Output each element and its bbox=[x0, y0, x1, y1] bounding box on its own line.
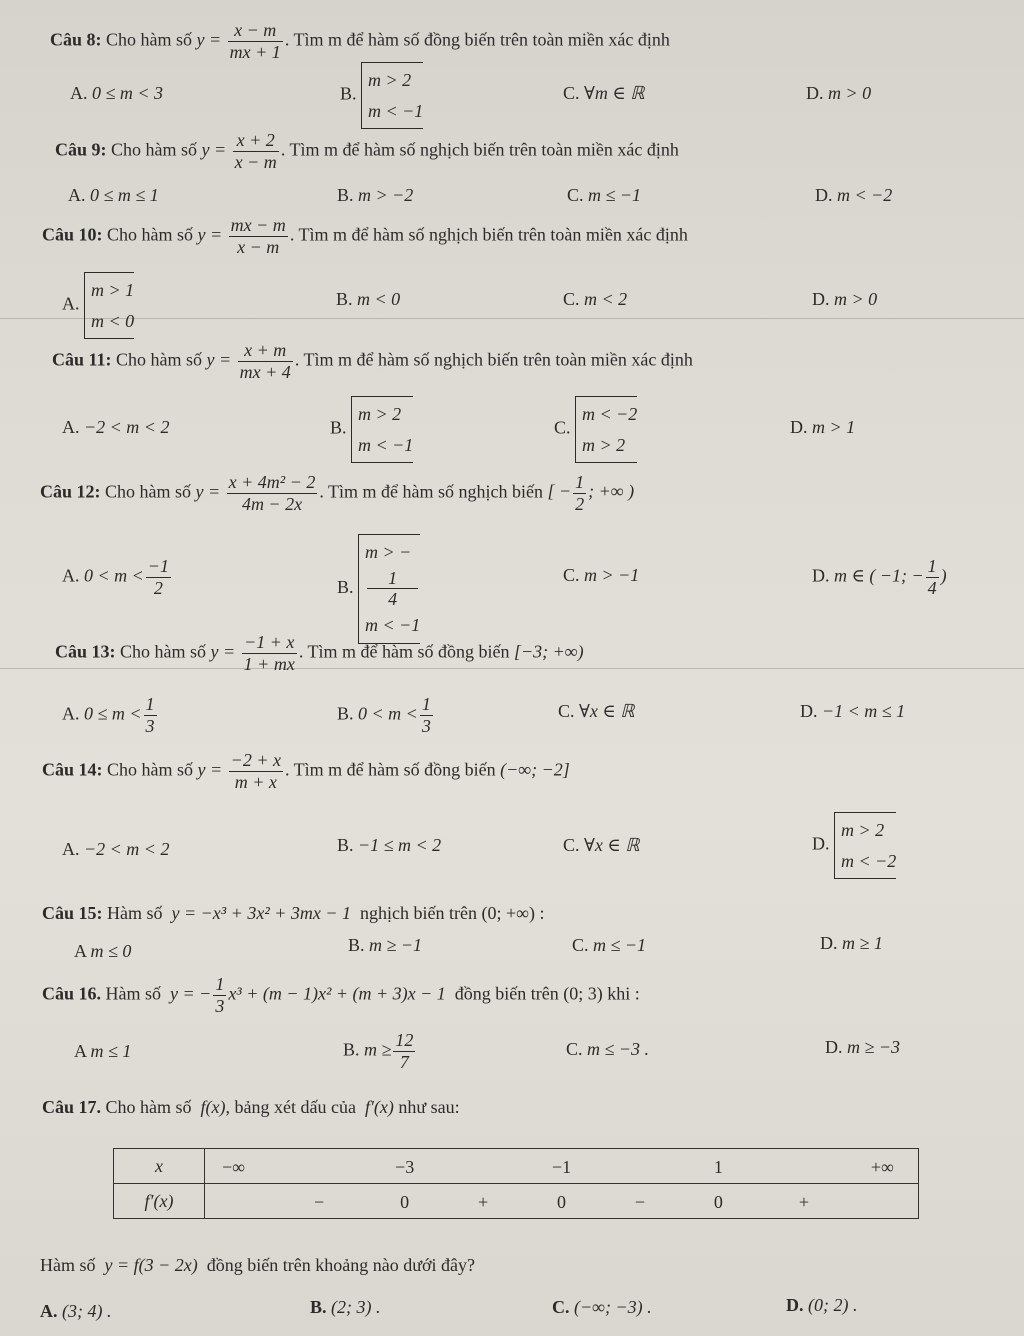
question-14-stem bbox=[42, 750, 570, 792]
question-9-stem bbox=[55, 130, 679, 172]
question-label: Câu 13: bbox=[55, 641, 116, 662]
numerator: 1 bbox=[575, 472, 585, 492]
q15-option-d[interactable] bbox=[820, 934, 883, 952]
numerator: x − m bbox=[228, 20, 283, 42]
q10-option-a[interactable] bbox=[62, 272, 134, 339]
x-value: 1 bbox=[713, 1157, 723, 1177]
denominator: mx + 4 bbox=[239, 361, 291, 382]
function-fraction bbox=[238, 340, 293, 382]
option-value: −1 ≤ m < 2 bbox=[358, 835, 442, 855]
question-12-stem bbox=[40, 472, 634, 514]
option-value: m ≥ −3 bbox=[847, 1037, 901, 1057]
sign-value: − bbox=[634, 1192, 645, 1212]
q14-option-c[interactable] bbox=[563, 836, 639, 854]
sign-table-header-derivative bbox=[114, 1184, 205, 1219]
option-letter: C. bbox=[563, 83, 580, 103]
q13-option-a[interactable] bbox=[62, 694, 159, 736]
option-letter: C. bbox=[572, 935, 589, 955]
sign-value: + bbox=[477, 1192, 489, 1212]
question-label: Câu 10: bbox=[42, 224, 103, 245]
q10-option-d[interactable] bbox=[812, 290, 877, 308]
q14-option-b[interactable] bbox=[337, 836, 441, 854]
q8-option-a[interactable] bbox=[70, 84, 163, 102]
option-value: 0 < m < bbox=[84, 565, 144, 586]
stem-text: Cho hàm số bbox=[107, 224, 194, 245]
option-letter: D. bbox=[820, 933, 838, 953]
q16-option-b[interactable] bbox=[343, 1030, 417, 1072]
denominator: 2 bbox=[153, 577, 163, 598]
option-value: m < 0 bbox=[357, 289, 401, 309]
numerator: 12 bbox=[395, 1030, 414, 1050]
q9-option-c[interactable] bbox=[567, 186, 641, 204]
denominator: 2 bbox=[575, 493, 585, 514]
denominator: 4m − 2x bbox=[241, 493, 303, 514]
option-letter: A bbox=[74, 1041, 87, 1061]
option-fraction bbox=[144, 694, 157, 736]
system-bracket bbox=[84, 272, 134, 339]
option-letter: D. bbox=[786, 1295, 804, 1315]
q9-option-b[interactable] bbox=[337, 186, 413, 204]
numerator: x + m bbox=[238, 340, 293, 362]
stem-text: Cho hàm số bbox=[105, 481, 192, 502]
option-letter: A. bbox=[62, 839, 80, 859]
option-value: m ≤ −3 . bbox=[587, 1039, 650, 1059]
system-bracket bbox=[361, 62, 423, 129]
prompt-tail: đồng biến trên khoảng nào dưới đây? bbox=[206, 1255, 475, 1275]
system-bracket bbox=[834, 812, 896, 879]
option-letter: C. bbox=[552, 1297, 570, 1317]
stem-text: Cho hàm số bbox=[107, 759, 194, 780]
interval: (−∞; −2] bbox=[500, 759, 570, 780]
option-letter: A. bbox=[70, 83, 88, 103]
bracket-line: m < −1 bbox=[358, 434, 414, 455]
x-value: −3 bbox=[395, 1157, 415, 1177]
question-label: Câu 9: bbox=[55, 139, 107, 160]
option-value: 0 ≤ m ≤ 1 bbox=[90, 185, 159, 205]
sign-table-header-x bbox=[114, 1149, 205, 1184]
option-letter: D. bbox=[812, 289, 830, 309]
q15-option-a[interactable] bbox=[74, 942, 131, 960]
q16-option-c[interactable] bbox=[566, 1040, 649, 1058]
option-letter: B. bbox=[337, 703, 354, 724]
q8-option-c[interactable] bbox=[563, 84, 644, 102]
function-expression: y = −x³ + 3x² + 3mx − 1 bbox=[171, 903, 351, 923]
x-value: −∞ bbox=[222, 1157, 246, 1177]
q12-option-a[interactable] bbox=[62, 556, 173, 598]
q8-option-b[interactable] bbox=[340, 62, 423, 129]
option-value: m ≥ bbox=[364, 1039, 392, 1060]
function-fraction bbox=[227, 472, 318, 514]
option-value: m ∈ ( −1; − bbox=[834, 565, 924, 586]
stem-text: Cho hàm số bbox=[111, 139, 198, 160]
numerator: 1 bbox=[215, 974, 225, 994]
option-value-close: ) bbox=[940, 565, 947, 586]
option-letter: D. bbox=[812, 565, 830, 586]
function-lhs: y = bbox=[196, 29, 222, 50]
option-value: (2; 3) . bbox=[331, 1297, 381, 1317]
sign-table-values-derivative bbox=[205, 1184, 919, 1219]
denominator: 1 + mx bbox=[243, 653, 295, 674]
q11-option-b[interactable] bbox=[330, 396, 413, 463]
q15-option-b[interactable] bbox=[348, 936, 422, 954]
x-value: −1 bbox=[551, 1157, 572, 1177]
system-bracket bbox=[358, 534, 420, 644]
option-value: 0 < m < bbox=[358, 703, 418, 724]
denominator: 4 bbox=[927, 577, 937, 598]
stem-tail: . Tìm m để hàm số nghịch biến trên toàn miền xác định bbox=[294, 349, 693, 370]
denominator: m + x bbox=[234, 771, 277, 792]
q12-option-c[interactable] bbox=[563, 566, 639, 584]
interval-right: ; +∞ ) bbox=[588, 481, 635, 502]
denominator: mx + 1 bbox=[229, 41, 281, 62]
stem-tail: . Tìm m để hàm số nghịch biến bbox=[319, 481, 543, 502]
option-fraction bbox=[146, 556, 171, 598]
question-17-stem bbox=[42, 1098, 460, 1116]
stem-text: Hàm số bbox=[107, 903, 163, 923]
question-11-stem bbox=[52, 340, 693, 382]
interval: [−3; +∞) bbox=[513, 641, 584, 662]
option-value: ∀m ∈ ℝ bbox=[584, 83, 645, 103]
option-letter: A. bbox=[62, 565, 80, 586]
bracket-line: m < −2 bbox=[582, 404, 638, 424]
question-8-stem bbox=[50, 20, 670, 62]
numerator: x + 4m² − 2 bbox=[228, 472, 316, 492]
option-letter: B. bbox=[343, 1039, 360, 1060]
denominator: 4 bbox=[388, 589, 398, 610]
stem-tail: nghịch biến trên (0; +∞) : bbox=[360, 903, 545, 923]
option-value: (3; 4) . bbox=[62, 1301, 112, 1321]
sign-table-row-derivative bbox=[114, 1184, 919, 1219]
option-value: −2 < m < 2 bbox=[84, 839, 170, 859]
option-value: m < −2 bbox=[837, 185, 893, 205]
q17-option-c[interactable] bbox=[552, 1298, 652, 1316]
bracket-line-text: m > − bbox=[365, 542, 412, 562]
stem-text: Cho hàm số bbox=[116, 349, 203, 370]
stem-tail: . Tìm m để hàm số đồng biến bbox=[298, 641, 510, 662]
option-letter: B. bbox=[337, 576, 354, 597]
numerator: −2 + x bbox=[230, 750, 281, 770]
numerator: 1 bbox=[145, 694, 155, 714]
option-letter: C. bbox=[566, 1039, 583, 1059]
option-letter: C. bbox=[554, 417, 571, 438]
q16-option-d[interactable] bbox=[825, 1038, 900, 1056]
function-fraction bbox=[242, 632, 297, 674]
sign-table-row-x bbox=[114, 1149, 919, 1184]
bracket-line: m < 0 bbox=[91, 310, 135, 331]
option-letter: D. bbox=[825, 1037, 843, 1057]
bracket-line: m > 2 bbox=[368, 70, 412, 90]
q13-option-b[interactable] bbox=[337, 694, 435, 736]
function-fraction bbox=[229, 750, 283, 792]
option-value: 0 ≤ m < 3 bbox=[92, 83, 164, 103]
q13-option-c[interactable] bbox=[558, 702, 634, 720]
zero-value: 0 bbox=[400, 1192, 410, 1212]
numerator: 1 bbox=[367, 568, 418, 590]
question-10-stem bbox=[42, 215, 688, 257]
zero-value: 0 bbox=[713, 1192, 723, 1212]
option-fraction bbox=[393, 1030, 415, 1072]
option-letter: A. bbox=[62, 703, 80, 724]
function-lhs: y = bbox=[206, 349, 232, 370]
numerator: 1 bbox=[927, 556, 937, 576]
option-value: m ≤ 1 bbox=[90, 1041, 132, 1061]
q9-option-d[interactable] bbox=[815, 186, 892, 204]
option-letter: C. bbox=[563, 835, 580, 855]
numerator: mx − m bbox=[230, 215, 286, 235]
denominator: 3 bbox=[215, 995, 225, 1016]
q9-option-a[interactable] bbox=[68, 186, 159, 204]
numerator: −1 + x bbox=[242, 632, 297, 654]
option-letter: A. bbox=[62, 417, 80, 437]
numerator: x + 2 bbox=[233, 130, 279, 152]
composite-function: y = f(3 − 2x) bbox=[104, 1255, 198, 1275]
function-fraction bbox=[233, 130, 279, 172]
bracket-line: m < −1 bbox=[365, 614, 421, 635]
question-15-stem bbox=[42, 904, 544, 922]
option-value: ∀x ∈ ℝ bbox=[584, 835, 640, 855]
denominator: 3 bbox=[421, 715, 431, 736]
stem-tail: . Tìm m để hàm số nghịch biến trên toàn miền xác định bbox=[280, 139, 679, 160]
q10-option-c[interactable] bbox=[563, 290, 627, 308]
option-letter: B. bbox=[340, 83, 357, 104]
interval-fraction bbox=[573, 472, 586, 514]
option-value: m ≤ 0 bbox=[90, 941, 132, 961]
option-letter: B. bbox=[336, 289, 353, 309]
function-lhs: y = bbox=[210, 641, 236, 662]
question-label: Câu 8: bbox=[50, 29, 102, 50]
option-value: m ≥ −1 bbox=[369, 935, 423, 955]
bracket-line bbox=[365, 537, 420, 610]
stem-text: Hàm số bbox=[105, 983, 162, 1004]
option-value: m > 0 bbox=[834, 289, 878, 309]
interval-left: [ − bbox=[547, 481, 572, 502]
zero-value: 0 bbox=[557, 1192, 566, 1212]
option-value: (0; 2) . bbox=[808, 1295, 858, 1315]
derivative-name: f′(x) bbox=[364, 1097, 394, 1117]
option-fraction bbox=[926, 556, 939, 598]
prompt-text: Hàm số bbox=[40, 1255, 96, 1275]
option-letter: C. bbox=[563, 289, 580, 309]
option-value: m > 0 bbox=[828, 83, 872, 103]
q14-option-d[interactable] bbox=[812, 812, 896, 879]
function-expression: y = − bbox=[170, 983, 212, 1004]
option-value: (−∞; −3) . bbox=[574, 1297, 652, 1317]
option-value: m < 2 bbox=[584, 289, 628, 309]
option-letter: B. bbox=[310, 1297, 327, 1317]
question-label: Câu 17. bbox=[42, 1097, 102, 1117]
bracket-line: m > 2 bbox=[582, 434, 626, 455]
option-value: m > −2 bbox=[358, 185, 414, 205]
q10-option-b[interactable] bbox=[336, 290, 400, 308]
option-letter: B. bbox=[337, 835, 354, 855]
option-value: m ≤ −1 bbox=[593, 935, 647, 955]
paper-fold bbox=[0, 318, 1024, 319]
stem-tail: . Tìm m để hàm số nghịch biến trên toàn miền xác định bbox=[289, 224, 688, 245]
x-value: +∞ bbox=[870, 1157, 894, 1177]
function-lhs: y = bbox=[197, 224, 223, 245]
stem-text: Cho hàm số bbox=[120, 641, 207, 662]
q17-option-a[interactable] bbox=[40, 1302, 111, 1320]
function-expression-rest: x³ + (m − 1)x² + (m + 3)x − 1 bbox=[228, 983, 446, 1004]
q13-option-d[interactable] bbox=[800, 702, 905, 720]
q14-option-a[interactable] bbox=[62, 840, 169, 858]
system-bracket bbox=[351, 396, 413, 463]
bracket-line: m < −2 bbox=[841, 850, 897, 871]
option-value: m > 1 bbox=[812, 417, 856, 437]
option-value: ∀x ∈ ℝ bbox=[579, 701, 635, 721]
question-16-stem bbox=[42, 974, 640, 1016]
q11-option-c[interactable] bbox=[554, 396, 637, 463]
stem-tail: đồng biến trên (0; 3) khi : bbox=[454, 983, 640, 1004]
header-text: f′(x) bbox=[144, 1190, 174, 1211]
option-value: m ≥ 1 bbox=[842, 933, 883, 953]
option-letter: C. bbox=[563, 565, 580, 585]
bracket-line: m > 2 bbox=[358, 404, 402, 424]
q15-option-c[interactable] bbox=[572, 936, 646, 954]
question-label: Câu 15: bbox=[42, 903, 103, 923]
denominator: x − m bbox=[237, 236, 280, 257]
stem-tail: như sau: bbox=[398, 1097, 460, 1117]
q16-option-a[interactable] bbox=[74, 1042, 131, 1060]
stem-tail: . Tìm m để hàm số đồng biến trên toàn miền xác định bbox=[284, 29, 670, 50]
option-letter: C. bbox=[558, 701, 575, 721]
header-text: x bbox=[155, 1155, 163, 1176]
sign-value: + bbox=[798, 1192, 809, 1212]
option-letter: A. bbox=[62, 293, 80, 314]
function-lhs: y = bbox=[197, 759, 223, 780]
q11-option-a[interactable] bbox=[62, 418, 169, 436]
function-lhs: y = bbox=[201, 139, 227, 160]
option-letter: D. bbox=[800, 701, 818, 721]
option-value: 0 ≤ m < bbox=[84, 703, 142, 724]
q11-option-d[interactable] bbox=[790, 418, 855, 436]
option-letter: D. bbox=[812, 833, 830, 854]
question-13-stem bbox=[55, 632, 584, 674]
function-lhs: y = bbox=[195, 481, 221, 502]
option-value: −1 < m ≤ 1 bbox=[822, 701, 906, 721]
stem-text: Cho hàm số bbox=[105, 1097, 192, 1117]
question-label: Câu 14: bbox=[42, 759, 103, 780]
numerator: −1 bbox=[147, 556, 169, 576]
denominator: x − m bbox=[234, 151, 277, 172]
bracket-line: m > 2 bbox=[841, 820, 885, 840]
function-fraction bbox=[229, 215, 288, 257]
option-letter: D. bbox=[806, 83, 824, 103]
function-name: f(x) bbox=[200, 1097, 226, 1117]
option-value: m ≤ −1 bbox=[588, 185, 642, 205]
sign-value: − bbox=[314, 1192, 325, 1212]
option-letter: D. bbox=[790, 417, 808, 437]
question-label: Câu 11: bbox=[52, 349, 112, 370]
question-17-prompt bbox=[40, 1256, 475, 1274]
q17-option-b[interactable] bbox=[310, 1298, 381, 1316]
stem-text-mid: , bảng xét dấu của bbox=[225, 1097, 356, 1117]
q17-option-d[interactable] bbox=[786, 1296, 857, 1314]
sign-table bbox=[113, 1148, 919, 1219]
option-value: m > −1 bbox=[584, 565, 640, 585]
option-letter: B. bbox=[348, 935, 365, 955]
function-fraction bbox=[228, 20, 283, 62]
question-label: Câu 12: bbox=[40, 481, 101, 502]
stem-tail: . Tìm m để hàm số đồng biến bbox=[284, 759, 496, 780]
q8-option-d[interactable] bbox=[806, 84, 871, 102]
option-letter: A. bbox=[68, 185, 86, 205]
denominator: 3 bbox=[145, 715, 155, 736]
function-fraction bbox=[213, 974, 226, 1016]
option-letter: A. bbox=[40, 1301, 58, 1321]
option-fraction bbox=[420, 694, 433, 736]
option-fraction bbox=[367, 568, 418, 610]
option-letter: A bbox=[74, 941, 87, 961]
interval bbox=[547, 472, 635, 514]
option-letter: B. bbox=[330, 417, 347, 438]
bracket-line: m > 1 bbox=[91, 280, 135, 300]
option-letter: D. bbox=[815, 185, 833, 205]
system-bracket bbox=[575, 396, 637, 463]
bracket-line: m < −1 bbox=[368, 100, 424, 121]
option-letter: B. bbox=[337, 185, 354, 205]
q12-option-d[interactable] bbox=[812, 556, 947, 598]
numerator: 1 bbox=[421, 694, 431, 714]
option-letter: C. bbox=[567, 185, 584, 205]
denominator: 7 bbox=[399, 1051, 409, 1072]
sign-table-values-x bbox=[205, 1149, 919, 1184]
question-label: Câu 16. bbox=[42, 983, 102, 1004]
q12-option-b[interactable] bbox=[337, 534, 420, 644]
stem-text: Cho hàm số bbox=[106, 29, 193, 50]
option-value: −2 < m < 2 bbox=[84, 417, 170, 437]
